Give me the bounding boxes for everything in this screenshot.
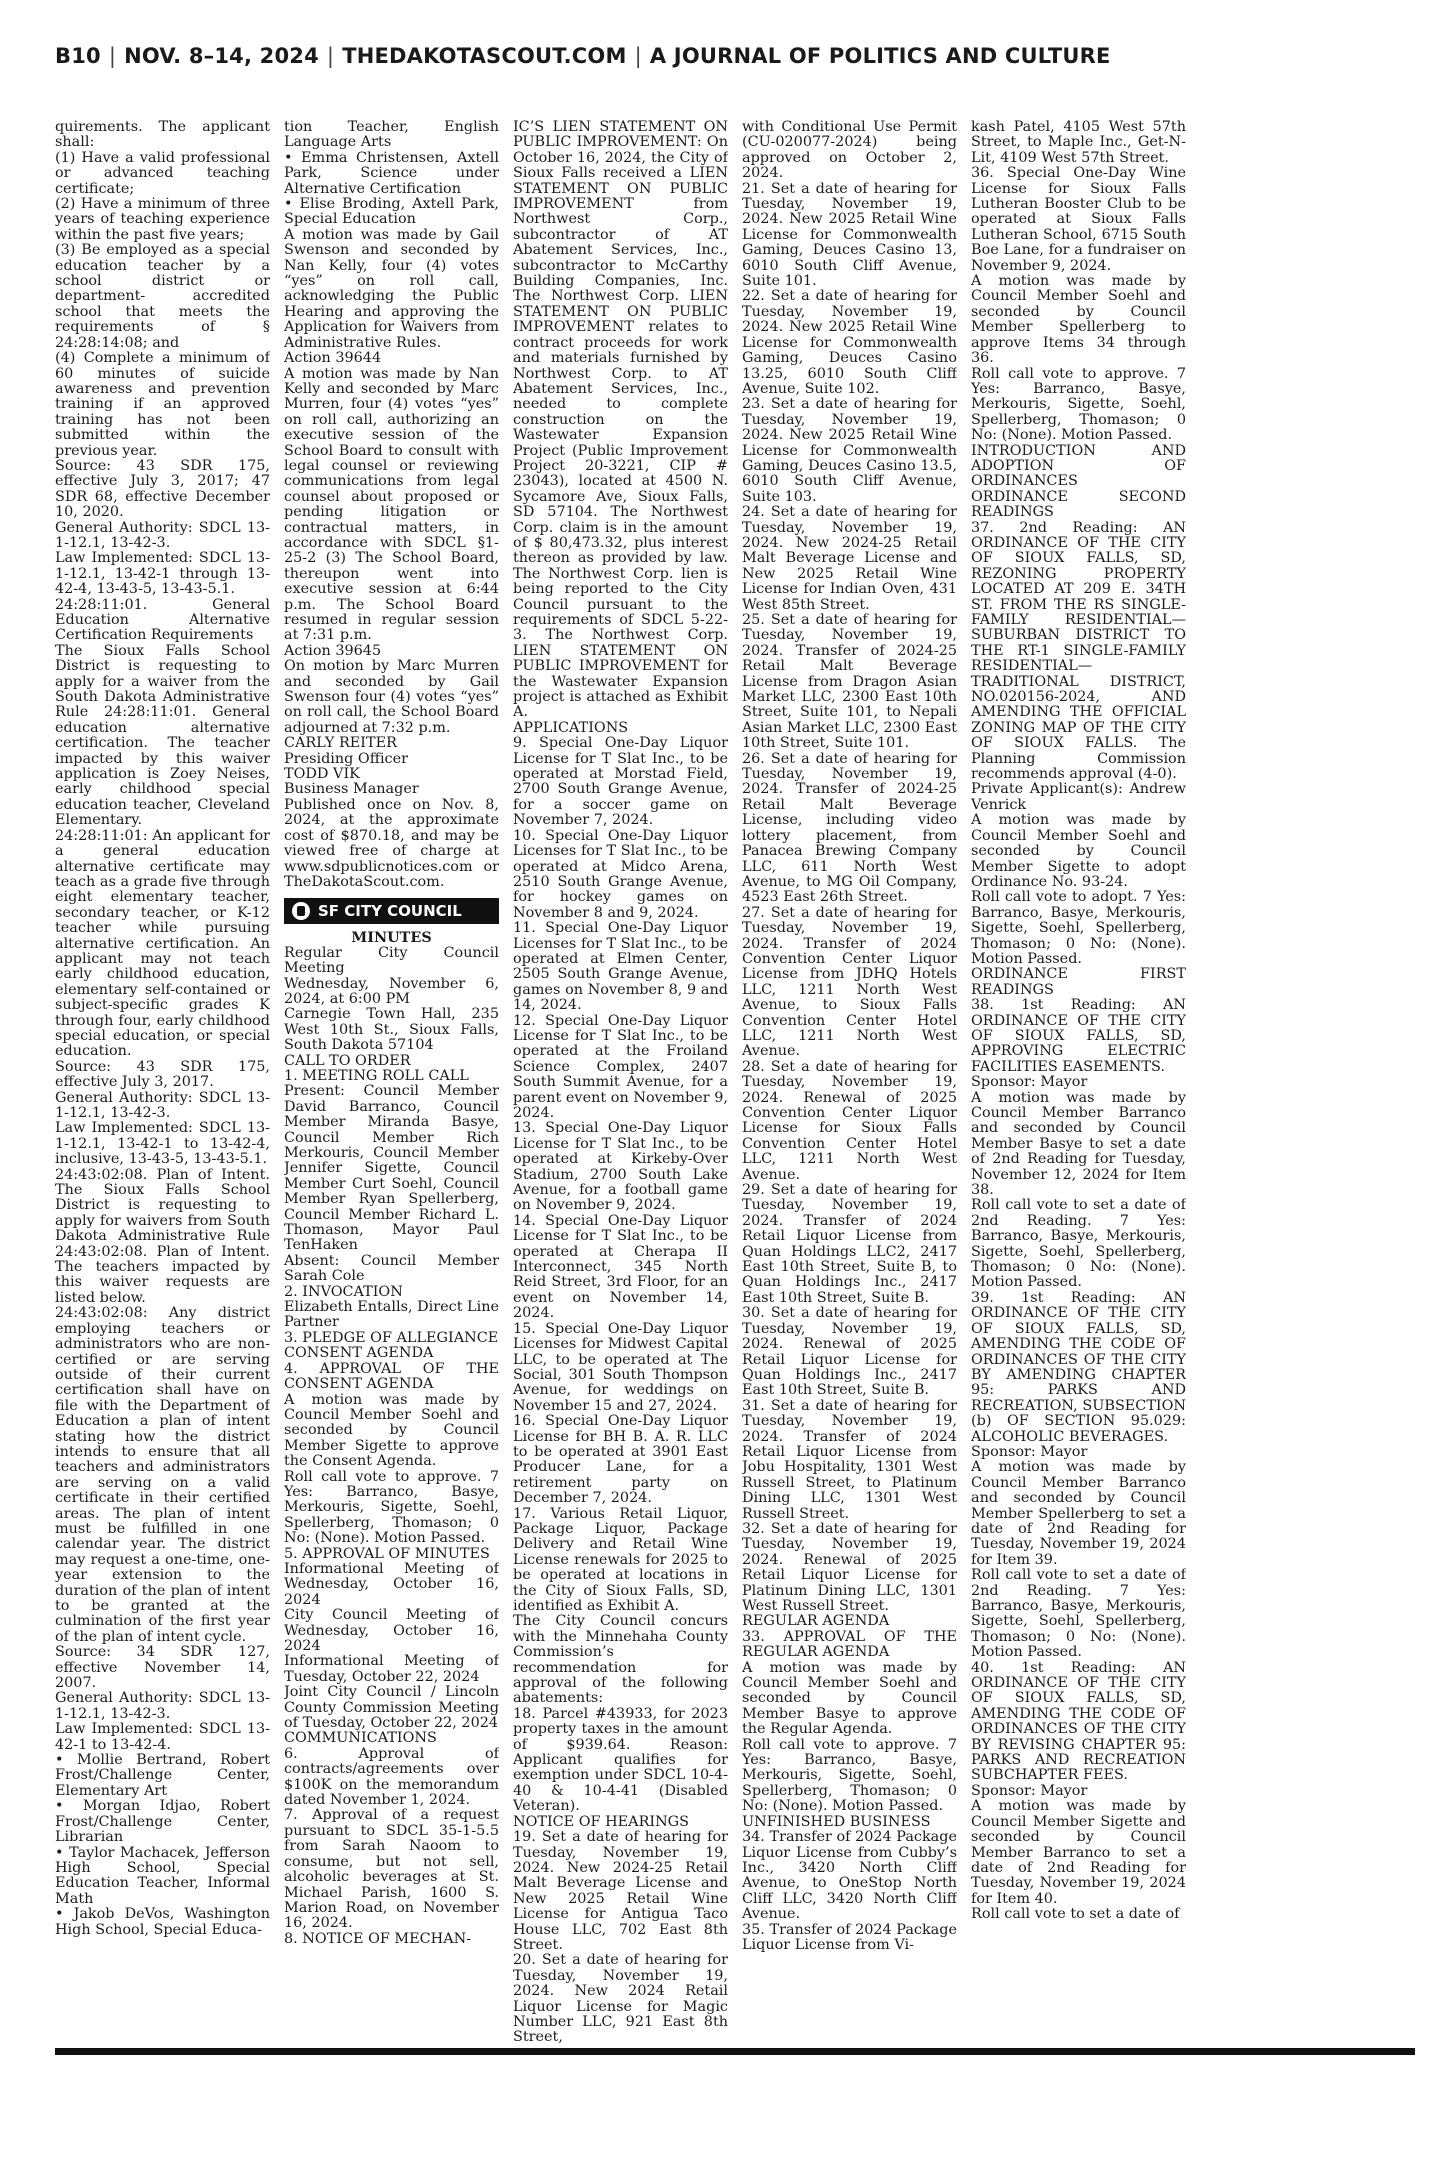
paragraph: 31. Set a date of hearing for Tuesday, November 19, 2024. Transfer of 2024 Retail Liquor License from Jobu Hospitality, 1301 West Russell Street, to Platinum Dining LLC, 1301 West Russell Street. bbox=[742, 1397, 957, 1522]
paragraph: General Authority: SDCL 13-1-12.1, 13-42-3. bbox=[55, 1690, 270, 1722]
paragraph: CONSENT AGENDA bbox=[284, 1345, 434, 1362]
column-3 bbox=[513, 120, 728, 2045]
column-1 bbox=[55, 120, 270, 2045]
paragraph: 1. MEETING ROLL CALL bbox=[284, 1067, 469, 1084]
section-banner-label: SF CITY COUNCIL bbox=[318, 901, 462, 920]
paragraph: Action 39644 bbox=[284, 350, 382, 367]
paragraph: 3. PLEDGE OF ALLEGIANCE bbox=[284, 1329, 499, 1346]
paragraph: Roll call vote to approve. 7 Yes: Barranco, Basye, Merkouris, Sigette, Soehl, Spellerberg, Thomason; 0 No: (None). Motion Passed. bbox=[742, 1736, 957, 1815]
paragraph: 16. Special One-Day Liquor License for BH B. A. R. LLC to be operated at 3901 East Producer Lane, for a retirement party on December 7, 2024. bbox=[513, 1413, 728, 1507]
paragraph: Source: 34 SDR 127, effective November 14, 2007. bbox=[55, 1644, 270, 1692]
council-minutes-text bbox=[284, 946, 499, 1947]
paragraph: Roll call vote to set a date of 2nd Reading. 7 Yes: Barranco, Basye, Merkouris, Sigette, Soehl, Spellerberg, Thomason; 0 No: (None). Motion Passed. bbox=[971, 1197, 1186, 1291]
paragraph: 28. Set a date of hearing for Tuesday, November 19, 2024. Renewal of 2025 Convention Center Liquor License for Sioux Falls Convention Center Hotel LLC, 1211 North West Avenue. bbox=[742, 1058, 957, 1183]
paragraph: 32. Set a date of hearing for Tuesday, November 19, 2024. Renewal of 2025 Retail Liquor License for Platinum Dining LLC, 1301 West Russell Street. bbox=[742, 1520, 957, 1614]
paragraph: 10. Special One-Day Liquor Licenses for T Slat Inc., to be operated at Midco Arena, 2510 South Grange Avenue, for hockey games on November 8 and 9, 2024. bbox=[513, 827, 728, 921]
column-4 bbox=[742, 120, 957, 2045]
paragraph: APPLICATIONS bbox=[513, 719, 629, 736]
paragraph: 24:28:11:01: An applicant for a general education alternative certificate may teach as a grade five through eight elementary teacher, secondary teacher, or K-12 teacher while pursuing alternative certification. An applicant may not teach early childhood education, elementary self-contained or subject-specific grades K through four, early childhood special education, or special education. bbox=[55, 827, 270, 1060]
header-separator: | bbox=[634, 44, 642, 68]
paragraph: 24:43:02:08. Plan of Intent. The Sioux Falls School District is requesting to apply for waivers from South Dakota Administrative Rule 24:43:02:08. Plan of Intent. The teachers impacted by this waiver requests are listed below. bbox=[55, 1166, 270, 1306]
paragraph: UNFINISHED BUSINESS bbox=[742, 1813, 931, 1830]
article-columns bbox=[55, 120, 1415, 2045]
paragraph: A motion was made by Council Member Barranco and seconded by Council Member Spellerberg to set a date of 2nd Reading for Tuesday, November 19, 2024 for Item 39. bbox=[971, 1459, 1186, 1568]
paragraph: 14. Special One-Day Liquor License for T Slat Inc., to be operated at Cherapa II Interconnect, 345 North Reid Street, 3rd Floor, for an event on November 14, 2024. bbox=[513, 1212, 728, 1322]
paragraph: 26. Set a date of hearing for Tuesday, November 19, 2024. Transfer of 2024-25 Retail Malt Beverage License, including video lottery placement, from Panacea Brewing Company LLC, 611 North West Avenue, to MG Oil Company, 4523 East 26th Street. bbox=[742, 750, 957, 906]
paragraph: Informational Meeting of Tuesday, October 22, 2024 bbox=[284, 1653, 499, 1685]
paragraph: 21. Set a date of hearing for Tuesday, November 19, 2024. New 2025 Retail Wine License for Commonwealth Gaming, Deuces Casino 13, 6010 South Cliff Avenue, Suite 101. bbox=[742, 180, 957, 290]
issue-date: NOV. 8–14, 2024 bbox=[124, 44, 319, 68]
column-2-text bbox=[284, 120, 499, 890]
paragraph: • Taylor Machacek, Jefferson High School, Special Education Teacher, Informal Math bbox=[55, 1844, 270, 1907]
paragraph: 15. Special One-Day Liquor Licenses for Midwest Capital LLC, to be operated at The Social, 301 South Thompson Avenue, for weddings on November 15 and 27, 2024. bbox=[513, 1320, 728, 1414]
paragraph: 34. Transfer of 2024 Package Liquor License from Cubby’s Inc., 3420 North Cliff Avenue, to OneStop North Cliff LLC, 3420 North Cliff Avenue. bbox=[742, 1829, 957, 1923]
paragraph: General Authority: SDCL 13-1-12.1, 13-42-3. bbox=[55, 1089, 270, 1121]
paragraph: Sponsor: Mayor bbox=[971, 1443, 1088, 1460]
paragraph: • Emma Christensen, Axtell Park, Science under Alternative Certification bbox=[284, 149, 499, 197]
page-number: B10 bbox=[55, 44, 101, 68]
paragraph: 20. Set a date of hearing for Tuesday, November 19, 2024. New 2024 Retail Liquor License for Magic Number LLC, 921 East 8th Street, bbox=[513, 1952, 728, 2045]
paragraph: 2. INVOCATION bbox=[284, 1283, 403, 1300]
paragraph: The City Council concurs with the Minnehaha County Commission’s recommendation for approval of the following abatements: bbox=[513, 1613, 728, 1707]
paragraph: Wednesday, November 6, 2024, at 6:00 PM bbox=[284, 975, 499, 1007]
bottom-rule bbox=[55, 2048, 1415, 2055]
paragraph: 24:43:02:08: Any district employing teachers or administrators who are non-certified or are serving outside of their current certification shall have on file with the Department of Education a plan of intent stating how the district intends to ensure that all teachers and administrators are serving on a valid certificate in their certified areas. The plan of intent must be fulfilled in one calendar year. The district may request a one-time, one-year extension to the duration of the plan of intent to be granted at the culmination of the first year of the plan of intent cycle. bbox=[55, 1305, 270, 1645]
paragraph: Source: 43 SDR 175, effective July 3, 2017; 47 SDR 68, effective December 10, 2020. bbox=[55, 457, 270, 521]
paragraph: Law Implemented: SDCL 13-42-1 to 13-42-4. bbox=[55, 1721, 270, 1753]
paragraph: tion Teacher, English Language Arts bbox=[284, 120, 499, 151]
section-banner bbox=[284, 898, 499, 924]
paragraph: A motion was made by Council Member Soehl and seconded by Council Member Basye to approve the Regular Agenda. bbox=[742, 1659, 957, 1738]
council-icon bbox=[292, 902, 310, 920]
paragraph: Roll call vote to adopt. 7 Yes: Barranco, Basye, Merkouris, Sigette, Soehl, Spellerberg, Thomason; 0 No: (None). Motion Passed. bbox=[971, 889, 1186, 967]
paragraph: The Sioux Falls School District is requesting to apply for a waiver from the South Dakota Administrative Rule 24:28:11:01. General education alternative certification. The teacher impacted by this waiver application is Zoey Neises, early childhood special education teacher, Cleveland Elementary. bbox=[55, 642, 270, 829]
paragraph: Regular City Council Meeting bbox=[284, 944, 499, 977]
paragraph: NOTICE OF HEARINGS bbox=[513, 1813, 690, 1830]
site-name: THEDAKOTASCOUT.COM bbox=[342, 44, 627, 68]
paragraph: 24. Set a date of hearing for Tuesday, November 19, 2024. New 2024-25 Retail Malt Beverage License and New 2025 Retail Wine License for Indian Oven, 431 West 85th Street. bbox=[742, 504, 957, 613]
paragraph: Roll call vote to approve. 7 Yes: Barranco, Basye, Merkouris, Sigette, Soehl, Spellerberg, Thomason; 0 No: (None). Motion Passed. bbox=[971, 365, 1186, 444]
paragraph: Roll call vote to set a date of 2nd Reading. 7 Yes: Barranco, Basye, Merkouris, Sigette, Soehl, Spellerberg, Thomason; 0 No: (None). Motion Passed. bbox=[971, 1567, 1186, 1661]
paragraph: Law Implemented: SDCL 13-1-12.1, 13-42-1 through 13-42-4, 13-43-5, 13-43-5.1. bbox=[55, 550, 270, 598]
column-2 bbox=[284, 120, 499, 2045]
header-separator: | bbox=[326, 44, 335, 68]
paragraph: 38. 1st Reading: AN ORDINANCE OF THE CITY OF SIOUX FALLS, SD, APPROVING ELECTRIC FACILITIES EASEMENTS. bbox=[971, 997, 1186, 1075]
paragraph: 7. Approval of a request pursuant to SDCL 35-1-5.5 from Sarah Naoom to consume, but not sell, alcoholic beverages at St. Michael Parish, 1600 S. Marion Road, on November 16, 2024. bbox=[284, 1807, 499, 1932]
paragraph: A motion was made by Council Member Sigette and seconded by Council Member Barranco to set a date of 2nd Reading for Tuesday, November 19, 2024 for Item 40. bbox=[971, 1798, 1186, 1907]
paragraph: A motion was made by Gail Swenson and seconded by Nan Kelly, four (4) votes “yes” on roll call, acknowledging the Public Hearing and approving the Application for Waivers from Administrative Rules. bbox=[284, 226, 499, 351]
paragraph: 29. Set a date of hearing for Tuesday, November 19, 2024. Transfer of 2024 Retail Liquor License from Quan Holdings LLC2, 2417 East 10th Street, Suite B, to Quan Holdings Inc., 2417 East 10th Street, Suite B. bbox=[742, 1182, 957, 1306]
paragraph: COMMUNICATIONS bbox=[284, 1730, 437, 1747]
paragraph: • Mollie Bertrand, Robert Frost/Challenge Center, Elementary Art bbox=[55, 1752, 270, 1799]
page-header bbox=[55, 44, 1415, 84]
paragraph: A motion was made by Council Member Soehl and seconded by Council Member Spellerberg to approve Items 34 through 36. bbox=[971, 273, 1186, 367]
paragraph: 17. Various Retail Liquor, Package Liquor, Package Delivery and Retail Wine License renewals for 2025 to be operated at locations in the City of Sioux Falls, SD, identified as Exhibit A. bbox=[513, 1505, 728, 1614]
paragraph: 12. Special One-Day Liquor License for T Slat Inc., to be operated at the Froiland Science Complex, 2407 South Summit Avenue, for a parent event on November 9, 2024. bbox=[513, 1012, 728, 1121]
paragraph: • Jakob DeVos, Washington High School, Special Educa- bbox=[55, 1906, 270, 1938]
column-5 bbox=[971, 120, 1186, 2045]
paragraph: IC’S LIEN STATEMENT ON PUBLIC IMPROVEMENT: On October 16, 2024, the City of Sioux Falls received a LIEN STATEMENT ON PUBLIC IMPROVEMENT from Northwest Corp., subcontractor of AT Abatement Services, Inc., subcontractor to McCarthy Building Companies, Inc. The Northwest Corp. LIEN STATEMENT ON PUBLIC IMPROVEMENT relates to contract proceeds for work and materials furnished by Northwest Corp. to AT Abatement Services, Inc., needed to complete construction on the Wastewater Expansion Project (Public Improvement Project 20-3221, CIP # 23043), located at 4500 N. Sycamore Ave, Sioux Falls, SD 57104. The Northwest Corp. claim is in the amount of $ 80,473.32, plus interest thereon as provided by law. The Northwest Corp. lien is being reported to the City Council pursuant to the requirements of SDCL 5-22-3. The Northwest Corp. LIEN STATEMENT ON PUBLIC IMPROVEMENT for the Wastewater Expansion project is attached as Exhibit A. bbox=[513, 120, 728, 721]
paragraph: Joint City Council / Lincoln County Commission Meeting of Tuesday, October 22, 2024 bbox=[284, 1684, 499, 1732]
paragraph: 35. Transfer of 2024 Package Liquor License from Vi- bbox=[742, 1921, 957, 1953]
paragraph: A motion was made by Council Member Soehl and seconded by Council Member Sigette to adopt Ordinance No. 93-24. bbox=[971, 812, 1186, 890]
tagline: A JOURNAL OF POLITICS AND CULTURE bbox=[649, 44, 1111, 68]
paragraph: Action 39645 bbox=[284, 642, 382, 659]
paragraph: REGULAR AGENDA bbox=[742, 1613, 890, 1630]
paragraph: Roll call vote to set a date of bbox=[971, 1906, 1180, 1923]
paragraph: 9. Special One-Day Liquor License for T Slat Inc., to be operated at Morstad Field, 2700 South Grange Avenue, for a soccer game on November 7, 2024. bbox=[513, 735, 728, 829]
paragraph: (2) Have a minimum of three years of teaching experience within the past five years; bbox=[55, 196, 270, 243]
paragraph: City Council Meeting of Wednesday, October 16, 2024 bbox=[284, 1607, 499, 1654]
paragraph: Elizabeth Entalls, Direct Line Partner bbox=[284, 1299, 499, 1331]
paragraph: ORDINANCE SECOND READINGS bbox=[971, 488, 1186, 521]
paragraph: 33. APPROVAL OF THE REGULAR AGENDA bbox=[742, 1628, 957, 1661]
paragraph: Presiding Officer bbox=[284, 750, 409, 767]
paragraph: 25. Set a date of hearing for Tuesday, November 19, 2024. Transfer of 2024-25 Retail Malt Beverage License from Dragon Asian Market LLC, 2300 East 10th Street, Suite 101, to Nepali Asian Market LLC, 2300 East 10th Street, Suite 101. bbox=[742, 612, 957, 752]
paragraph: Roll call vote to approve. 7 Yes: Barranco, Basye, Merkouris, Sigette, Soehl, Spellerberg, Thomason; 0 No: (None). Motion Passed. bbox=[284, 1468, 499, 1547]
paragraph: with Conditional Use Permit (CU-020077-2024) being approved on October 2, 2024. bbox=[742, 120, 957, 182]
paragraph: Source: 43 SDR 175, effective July 3, 2017. bbox=[55, 1058, 270, 1091]
paragraph: 23. Set a date of hearing for Tuesday, November 19, 2024. New 2025 Retail Wine License for Commonwealth Gaming, Deuces Casino 13.5, 6010 South Cliff Avenue, Suite 103. bbox=[742, 396, 957, 505]
paragraph: CALL TO ORDER bbox=[284, 1052, 411, 1069]
paragraph: 18. Parcel #43933, for 2023 property taxes in the amount of $939.64. Reason: Applicant qualifies for exemption under SDCL 10-4-40 & 10-4-41 (Disabled Veteran). bbox=[513, 1705, 728, 1815]
minutes-title: MINUTES bbox=[351, 929, 432, 947]
paragraph: Absent: Council Member Sarah Cole bbox=[284, 1252, 499, 1285]
paragraph: Law Implemented: SDCL 13-1-12.1, 13-42-1 to 13-42-4, inclusive, 13-43-5, 13-43-5.1. bbox=[55, 1120, 270, 1168]
paragraph: A motion was made by Council Member Barranco and seconded by Council Member Basye to set a date of 2nd Reading for Tuesday, November 12, 2024 for Item 38. bbox=[971, 1089, 1186, 1199]
paragraph: 8. NOTICE OF MECHAN- bbox=[284, 1930, 472, 1947]
paragraph: 6. Approval of contracts/agreements over $100K on the memorandum dated November 1, 2024. bbox=[284, 1745, 499, 1809]
paragraph: Carnegie Town Hall, 235 West 10th St., Sioux Falls, South Dakota 57104 bbox=[284, 1006, 499, 1054]
paragraph: Informational Meeting of Wednesday, October 16, 2024 bbox=[284, 1560, 499, 1608]
paragraph: A motion was made by Council Member Soehl and seconded by Council Member Sigette to approve the Consent Agenda. bbox=[284, 1391, 499, 1470]
paragraph: INTRODUCTION AND ADOPTION OF ORDINANCES bbox=[971, 442, 1186, 490]
paragraph: TODD VIK bbox=[284, 766, 360, 783]
paragraph: 27. Set a date of hearing for Tuesday, November 19, 2024. Transfer of 2024 Convention Center Liquor License from JDHQ Hotels LLC, 1211 North West Avenue, to Sioux Falls Convention Center Hotel LLC, 1211 North West Avenue. bbox=[742, 904, 957, 1060]
paragraph: On motion by Marc Murren and seconded by Gail Swenson four (4) votes “yes” on roll call, the School Board adjourned at 7:32 p.m. bbox=[284, 658, 499, 736]
paragraph: 37. 2nd Reading: AN ORDINANCE OF THE CITY OF SIOUX FALLS, SD, REZONING PROPERTY LOCATED AT 209 E. 34TH ST. FROM THE RS SINGLE-FAMILY RESIDENTIAL—SUBURBAN DISTRICT TO THE RT-1 SINGLE-FAMILY RESIDENTIAL—TRADITIONAL DISTRICT, NO.020156-2024, AND AMENDING THE OFFICIAL ZONING MAP OF THE CITY OF SIOUX FALLS. The Planning Commission recommends approval (4-0). bbox=[971, 519, 1186, 783]
paragraph: Present: Council Member David Barranco, Council Member Miranda Basye, Council Member Rich Merkouris, Council Member Jennifer Sigette, Council Member Curt Soehl, Council Member Ryan Spellerberg, Council Member Richard L. Thomason, Mayor Paul TenHaken bbox=[284, 1083, 499, 1254]
paragraph: • Morgan Idjao, Robert Frost/Challenge Center, Librarian bbox=[55, 1798, 270, 1846]
paragraph: Business Manager bbox=[284, 781, 419, 798]
paragraph: (1) Have a valid professional or advanced teaching certificate; bbox=[55, 149, 270, 197]
header-separator: | bbox=[108, 44, 117, 68]
paragraph: 5. APPROVAL OF MINUTES bbox=[284, 1545, 490, 1562]
paragraph: 4. APPROVAL OF THE CONSENT AGENDA bbox=[284, 1360, 499, 1393]
paragraph: 19. Set a date of hearing for Tuesday, November 19, 2024. New 2024-25 Retail Malt Beverage License and New 2025 Retail Wine License for Antigua Taco House LLC, 702 East 8th Street. bbox=[513, 1829, 728, 1953]
paragraph: General Authority: SDCL 13-1-12.1, 13-42-3. bbox=[55, 519, 270, 551]
paragraph: 22. Set a date of hearing for Tuesday, November 19, 2024. New 2025 Retail Wine License for Commonwealth Gaming, Deuces Casino 13.25, 6010 South Cliff Avenue, Suite 102. bbox=[742, 288, 957, 397]
paragraph: (4) Complete a minimum of 60 minutes of suicide awareness and prevention training if an approved training has not been submitted within the previous year. bbox=[55, 350, 270, 459]
paragraph: Sponsor: Mayor bbox=[971, 1074, 1088, 1091]
paragraph: 13. Special One-Day Liquor License for T Slat Inc., to be operated at Kirkeby-Over Stadium, 2700 South Lake Avenue, for a football game on November 9, 2024. bbox=[513, 1120, 728, 1214]
paragraph: 11. Special One-Day Liquor Licenses for T Slat Inc., to be operated at Elmen Center, 2505 South Grange Avenue, games on November 8, 9 and 14, 2024. bbox=[513, 920, 728, 1014]
paragraph: 30. Set a date of hearing for Tuesday, November 19, 2024. Renewal of 2025 Retail Liquor License for Quan Holdings Inc., 2417 East 10th Street, Suite B. bbox=[742, 1305, 957, 1399]
paragraph: A motion was made by Nan Kelly and seconded by Marc Murren, four (4) votes “yes” on roll call, authorizing an executive session of the School Board to consult with legal counsel or reviewing communications from legal counsel about proposed or pending litigation or contractual matters, in accordance with SDCL §1-25-2 (3) The School Board, thereupon went into executive session at 6:44 p.m. The School Board resumed in regular session at 7:31 p.m. bbox=[284, 365, 499, 644]
paragraph: ORDINANCE FIRST READINGS bbox=[971, 966, 1186, 998]
paragraph: 40. 1st Reading: AN ORDINANCE OF THE CITY OF SIOUX FALLS, SD, AMENDING THE CODE OF ORDINANCES OF THE CITY BY REVISING CHAPTER 95: PARKS AND RECREATION SUBCHAPTER FEES. bbox=[971, 1659, 1186, 1784]
paragraph: CARLY REITER bbox=[284, 735, 397, 752]
paragraph: 24:28:11:01. General Education Alternative Certification Requirements bbox=[55, 596, 270, 644]
paragraph: (3) Be employed as a special education teacher by a school district or department- accredited school that meets the requirements of § 24:28:14:08; and bbox=[55, 242, 270, 351]
paragraph: Sponsor: Mayor bbox=[971, 1782, 1088, 1799]
paragraph: 39. 1st Reading: AN ORDINANCE OF THE CITY OF SIOUX FALLS, SD, AMENDING THE CODE OF ORDINANCES OF THE CITY BY AMENDING CHAPTER 95: PARKS AND RECREATION, SUBSECTION (b) OF SECTION 95.029: ALCOHOLIC BEVERAGES. bbox=[971, 1289, 1186, 1445]
paragraph: quirements. The applicant shall: bbox=[55, 120, 270, 151]
paragraph: Published once on Nov. 8, 2024, at the approximate cost of $870.18, and may be viewed free of charge at www.sdpublicnotices.com or TheDakotaScout.com. bbox=[284, 796, 499, 890]
paragraph: Private Applicant(s): Andrew Venrick bbox=[971, 781, 1186, 813]
paragraph: kash Patel, 4105 West 57th Street, to Maple Inc., Get-N-Lit, 4109 West 57th Street. bbox=[971, 120, 1186, 166]
paragraph: • Elise Broding, Axtell Park, Special Education bbox=[284, 196, 499, 228]
paragraph: 36. Special One-Day Wine License for Sioux Falls Lutheran Booster Club to be operated at Sioux Falls Lutheran School, 6715 South Boe Lane, for a fundraiser on November 9, 2024. bbox=[971, 165, 1186, 274]
